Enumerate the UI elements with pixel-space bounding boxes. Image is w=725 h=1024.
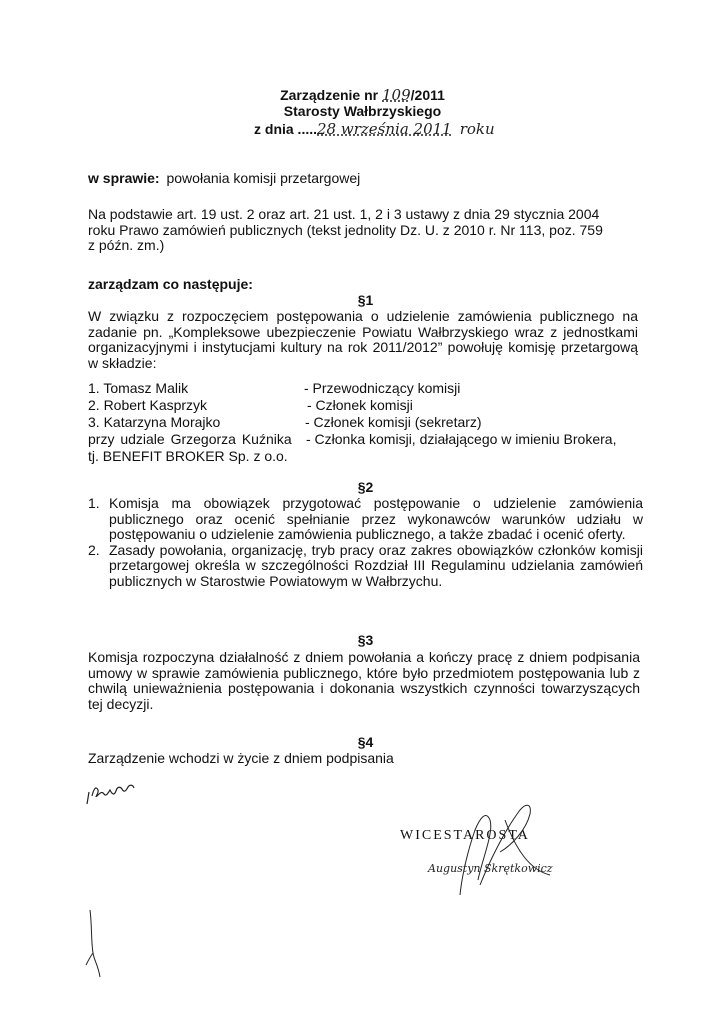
issuer: Starosty Wałbrzyskiego	[283, 103, 442, 119]
item-text: Zasady powołania, organizację, tryb pracy oraz zakres obowiązków członków komisji przetargowej określa w szczególności Rozdział III Regulaminu udzielania zamówień publicznych w Starostwie Powiatowym w Wałbrzychu.	[109, 541, 643, 589]
date-prefix: z dnia .....	[254, 121, 318, 137]
member-row	[88, 431, 643, 448]
subject-text: powołania komisji przetargowej	[166, 170, 361, 186]
handwritten-year-suffix: roku	[459, 120, 495, 138]
member-role: - Członek komisji	[307, 397, 413, 413]
legal-basis	[88, 207, 643, 254]
member-row	[88, 397, 643, 414]
member-role: - Przewodniczący komisji	[304, 380, 461, 396]
section2-item	[88, 543, 643, 590]
margin-mark	[80, 905, 110, 985]
section3-heading: §3	[357, 632, 374, 648]
legal-basis-line: Na podstawie art. 19 ust. 2 oraz art. 21 ust. 1, 2 i 3 ustawy z dnia 29 stycznia 2004	[88, 206, 600, 222]
document-date	[254, 120, 495, 138]
item-number: 2.	[88, 541, 100, 558]
handwritten-initials	[84, 776, 144, 806]
section2-heading: §2	[357, 479, 374, 495]
legal-basis-line: z późn. zm.)	[88, 237, 165, 253]
section4-heading: §4	[357, 734, 374, 750]
section1-text: W związku z rozpoczęciem postępowania o udzielenie zamówienia publicznego na zadanie pn. „Kompleksowe ubezpieczenie Powiatu Wałbrzyskiego wraz z jednostkami organizacyjnymi i instytucjami kultury na rok 2011/2012” powołuję komisję przetargową w składzie:	[88, 308, 638, 371]
committee-members	[88, 380, 643, 465]
handwritten-date: 28 września 2011	[317, 120, 452, 138]
subject-line	[88, 171, 360, 187]
member-role: - Członek komisji (sekretarz)	[305, 414, 482, 430]
member-role: - Członka komisji, działającego w imieniu Brokera,	[306, 431, 617, 447]
item-number: 1.	[88, 495, 100, 511]
member-name: 3. Katarzyna Morajko	[88, 414, 221, 430]
member-tail: tj. BENEFIT BROKER Sp. z o.o.	[88, 448, 288, 464]
order-heading: zarządzam co następuje:	[88, 276, 253, 292]
section4-text: Zarządzenie wchodzi w życie z dniem podpisania	[88, 750, 394, 766]
signature-scribble	[420, 790, 560, 900]
handwritten-number: 109	[382, 86, 411, 104]
section3-text: Komisja rozpoczyna działalność z dniem powołania a kończy pracę z dniem podpisania umowy w sprawie zamówienia publicznego, które było przedmiotem postępowania lub z chwilą unieważnienia postępowania i dokonania wszystkich czynności towarzyszących tej decyzji.	[88, 649, 640, 712]
section2-list	[88, 496, 643, 589]
section2-item	[88, 496, 643, 543]
member-row	[88, 380, 643, 397]
member-name: 2. Robert Kasprzyk	[88, 397, 208, 413]
document-title	[0, 86, 725, 104]
member-row	[88, 414, 643, 431]
title-suffix: /2011	[410, 87, 445, 103]
official-stamp-name: Augustyn Skrętkowicz	[428, 862, 553, 875]
member-name: przy udziale Grzegorza Kuźnika	[88, 431, 292, 447]
official-stamp-title: WICESTAROSTA	[400, 828, 530, 843]
title-prefix: Zarządzenie nr	[280, 87, 382, 103]
item-text: Komisja ma obowiązek przygotować postępowanie o udzielenie zamówienia publicznego oraz ocenić spełnianie przez wykonawców warunków udziału w postępowaniu o udzielenie zamówienia publicznego, a także zbadać i ocenić oferty.	[109, 495, 643, 542]
legal-basis-line: roku Prawo zamówień publicznych (tekst jednolity Dz. U. z 2010 r. Nr 113, poz. 759	[88, 221, 603, 238]
section1-heading: §1	[357, 292, 374, 308]
subject-label: w sprawie:	[88, 170, 160, 186]
member-name: 1. Tomasz Malik	[88, 380, 189, 396]
